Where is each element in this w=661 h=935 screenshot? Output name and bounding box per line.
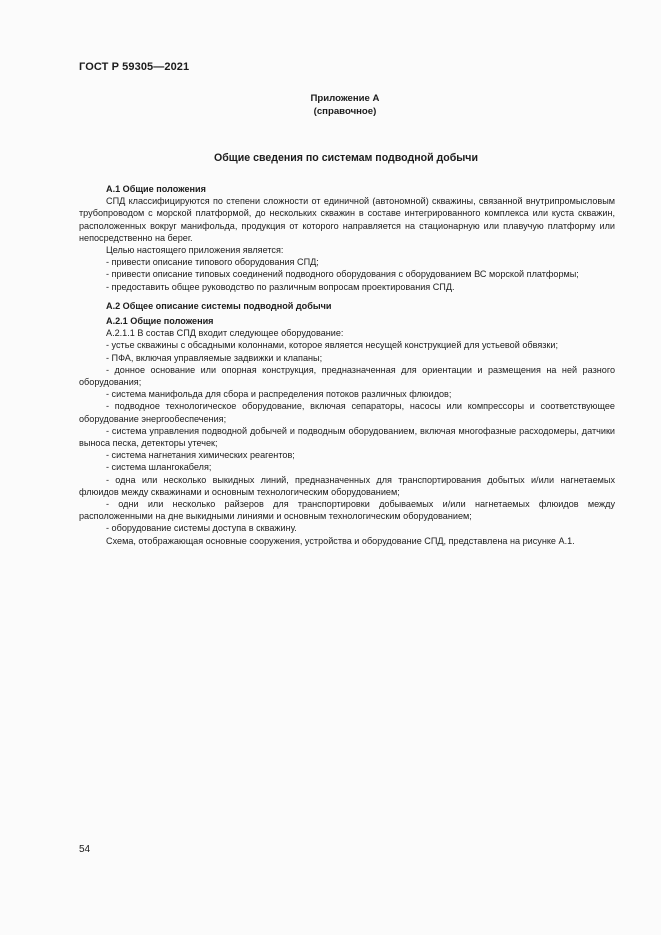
paragraph: А.2.1.1 В состав СПД входит следующее оборудование: — [106, 328, 344, 339]
list-item: - система манифольда для сбора и распределения потоков различных флюидов; — [106, 389, 452, 400]
standard-designation: ГОСТ Р 59305—2021 — [79, 61, 190, 73]
annex-type: (справочное) — [313, 106, 377, 117]
paragraph: Целью настоящего приложения является: — [106, 245, 284, 256]
list-item: - система управления подводной добычей и подводным оборудованием, включая многофазные расходомеры, датчики выноса песка, детекторы утечек; — [79, 425, 615, 449]
list-item: - ПФА, включая управляемые задвижки и клапаны; — [106, 352, 323, 363]
list-item: - подводное технологическое оборудование, включая сепараторы, насосы или компрессоры и соответствующее оборудование энергообеспечения; — [79, 401, 615, 424]
list-item: - оборудование системы доступа в скважину. — [106, 523, 297, 534]
paragraph: Схема, отображающая основные сооружения, устройства и оборудование СПД, представлена на рисунке А.1. — [106, 535, 575, 546]
document-title: Общие сведения по системам подводной добычи — [214, 152, 478, 164]
document-body — [79, 183, 615, 547]
list-item: - привести описание типовых соединений подводного оборудования с оборудованием ВС морской платформы; — [106, 269, 579, 280]
list-item: - донное основание или опорная конструкция, предназначенная для ориентации и размещения на ней разного оборудования; — [79, 364, 615, 388]
list-item: - устье скважины с обсадными колоннами, которое является несущей конструкцией для устьевой обвязки; — [106, 340, 559, 351]
section-heading-a1: А.1 Общие положения — [106, 184, 206, 194]
section-heading-a2: А.2 Общее описание системы подводной добычи — [106, 300, 332, 311]
subsection-heading-a2-1: А.2.1 Общие положения — [106, 316, 214, 327]
list-item: - предоставить общее руководство по различным вопросам проектирования СПД. — [106, 281, 455, 292]
list-item: - система шлангокабеля; — [106, 462, 212, 473]
list-item: - привести описание типового оборудования СПД; — [106, 257, 319, 268]
list-item: - одна или несколько выкидных линий, предназначенных для транспортирования добытых и/или нагнетаемых флюидов между скважинами и основным технологическим оборудованием; — [79, 474, 615, 497]
paragraph: СПД классифицируются по степени сложности от единичной (автономной) скважины, связанной внутрипромысловым трубопроводом с морской платформой, до нескольких скважин в составе интегрированного комплекса или куста скважин, расположенных вокруг манифольда, продукция от которого направляется на стационарную или плавучую платформу или непосредственно на берег. — [79, 196, 615, 243]
list-item: - одни или несколько райзеров для транспортировки добываемых и/или нагнетаемых флюидов между расположенными на дне выкидными линиями и основным технологическим оборудованием; — [79, 499, 615, 522]
annex-heading — [300, 92, 390, 118]
page-number: 54 — [79, 844, 91, 855]
annex-title: Приложение А — [310, 93, 380, 104]
list-item: - система нагнетания химических реагентов; — [106, 450, 295, 461]
